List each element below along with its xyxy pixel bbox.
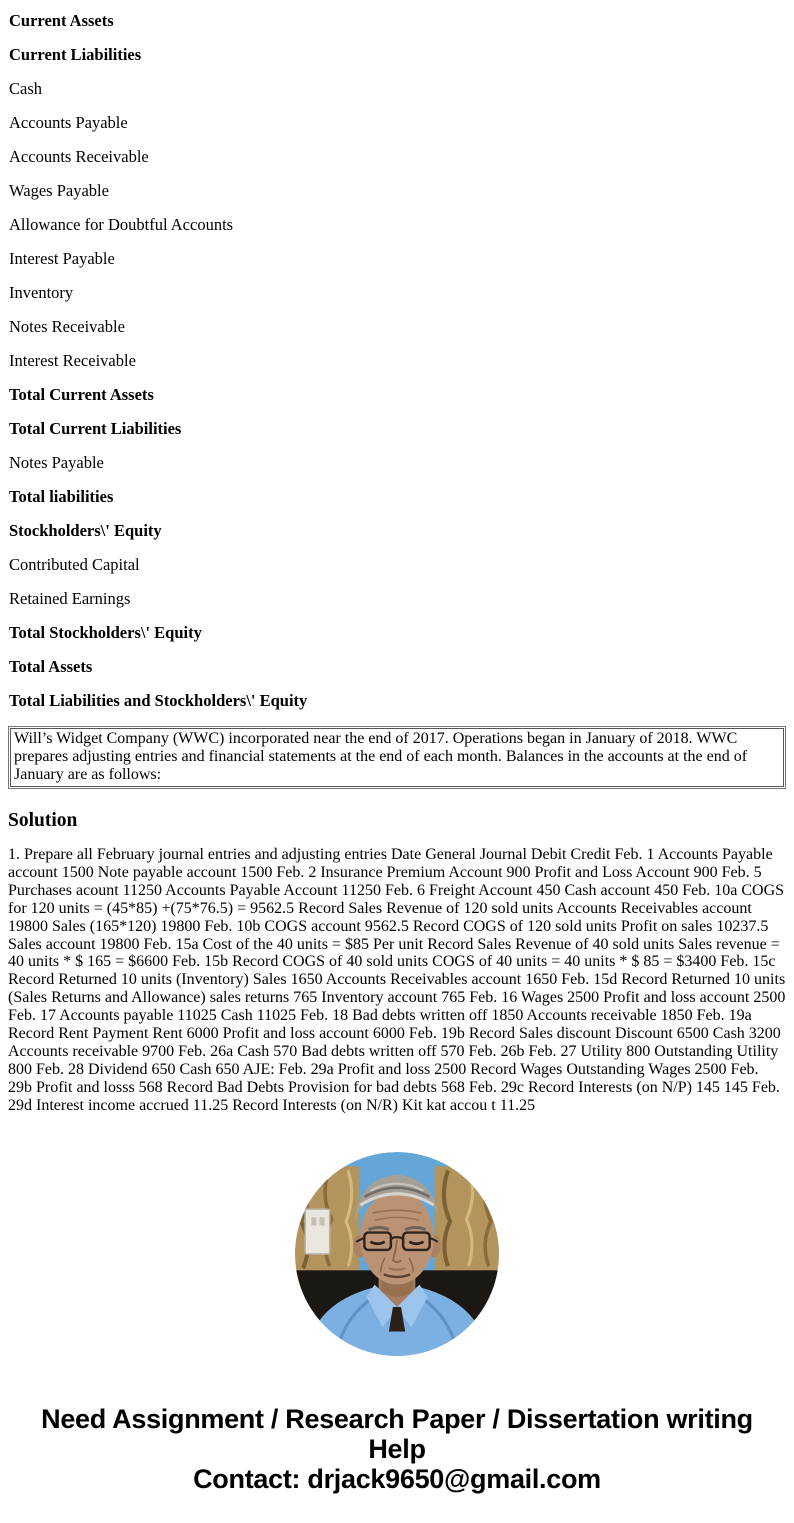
- profile-photo-illustration: [295, 1152, 499, 1356]
- profile-photo: [295, 1152, 499, 1356]
- info-box-text: Will’s Widget Company (WWC) incorporated near the end of 2017. Operations began in January of 2018. WWC prepares adjusting entries and financial statements at the end of each month. Balances in the accounts at the end of January are as follows:: [14, 730, 748, 783]
- list-item: Total Current Assets: [9, 385, 154, 404]
- profile-photo-wrap: [0, 1152, 794, 1356]
- list-item: Notes Receivable: [9, 317, 125, 336]
- list-item: Total liabilities: [9, 487, 114, 506]
- list-item: Cash: [9, 79, 42, 98]
- list-item: Accounts Receivable: [9, 147, 149, 166]
- list-item: Retained Earnings: [9, 589, 131, 608]
- info-box-inner: [10, 728, 784, 787]
- account-list: [0, 0, 794, 710]
- list-item: Current Liabilities: [9, 45, 142, 64]
- solution-heading: Solution: [8, 810, 78, 831]
- solution-paragraph: 1. Prepare all February journal entries and adjusting entries Date General Journal Debit Credit Feb. 1 Accounts Payable account 1500 Note payable account 1500 Feb. 2 Insurance Premium Account 900 Profit and Loss Account 900 Feb. 5 Purchases acount 11250 Accounts Payable Account 11250 Feb. 6 Freight Account 450 Cash account 450 Feb. 10a COGS for 120 units = (45*85) +(75*76.5) = 9562.5 Record Sales Revenue of 120 sold units Accounts Receivables account 19800 Sales (165*120) 19800 Feb. 10b COGS account 9562.5 Record COGS of 120 sold units Profit on sales 10237.5 Sales account 19800 Feb. 15a Cost of the 40 units = $85 Per unit Record Sales Revenue of 40 sold units Sales revenue = 40 units * $ 165 = $6600 Feb. 15b Record COGS of 40 sold units COGS of 40 units = 40 units * $ 85 = $3400 Feb. 15c Record Returned 10 units (Inventory) Sales 1650 Accounts Receivables account 1650 Feb. 15d Record Returned 10 units (Sales Returns and Allowance) sales returns 765 Inventory account 765 Feb. 16 Wages 2500 Profit and loss account 2500 Feb. 17 Accounts payable 11025 Cash 11025 Feb. 18 Bad debts written off 1850 Accounts receivable 1850 Feb. 19a Record Rent Payment Rent 6000 Profit and loss account 6000 Feb. 19b Record Sales discount Discount 6500 Cash 3200 Accounts receivable 9700 Feb. 26a Cash 570 Bad debts written off 570 Feb. 26b Feb. 27 Utility 800 Outstanding Utility 800 Feb. 28 Dividend 650 Cash 650 AJE: Feb. 29a Profit and loss 2500 Record Wages Outstanding Wages 2500 Feb. 29b Profit and losss 568 Record Bad Debts Provision for bad debts 568 Feb. 29c Record Interests (on N/P) 145 145 Feb. 29d Interest income accrued 11.25 Record Interests (on N/R) Kit kat accou t 11.25: [8, 846, 786, 1114]
- list-item: Current Assets: [9, 11, 114, 30]
- list-item: Total Current Liabilities: [9, 419, 182, 438]
- list-item: Contributed Capital: [9, 555, 140, 574]
- list-item: Interest Payable: [9, 249, 115, 268]
- list-item: Wages Payable: [9, 181, 109, 200]
- banner-contact: Contact: drjack9650@gmail.com: [193, 1463, 601, 1494]
- list-item: Stockholders\' Equity: [9, 521, 162, 540]
- list-item: Accounts Payable: [9, 113, 128, 132]
- list-item: Inventory: [9, 283, 74, 302]
- list-item: Total Liabilities and Stockholders\' Equity: [9, 691, 308, 710]
- list-item: Total Stockholders\' Equity: [9, 623, 202, 642]
- list-item: Interest Receivable: [9, 351, 136, 370]
- list-item: Notes Payable: [9, 453, 104, 472]
- banner: [0, 1404, 794, 1522]
- list-item: Allowance for Doubtful Accounts: [9, 215, 234, 234]
- info-box: [8, 726, 786, 789]
- banner-heading: Need Assignment / Research Paper / Dissertation writing Help: [41, 1403, 753, 1464]
- list-item: Total Assets: [9, 657, 93, 676]
